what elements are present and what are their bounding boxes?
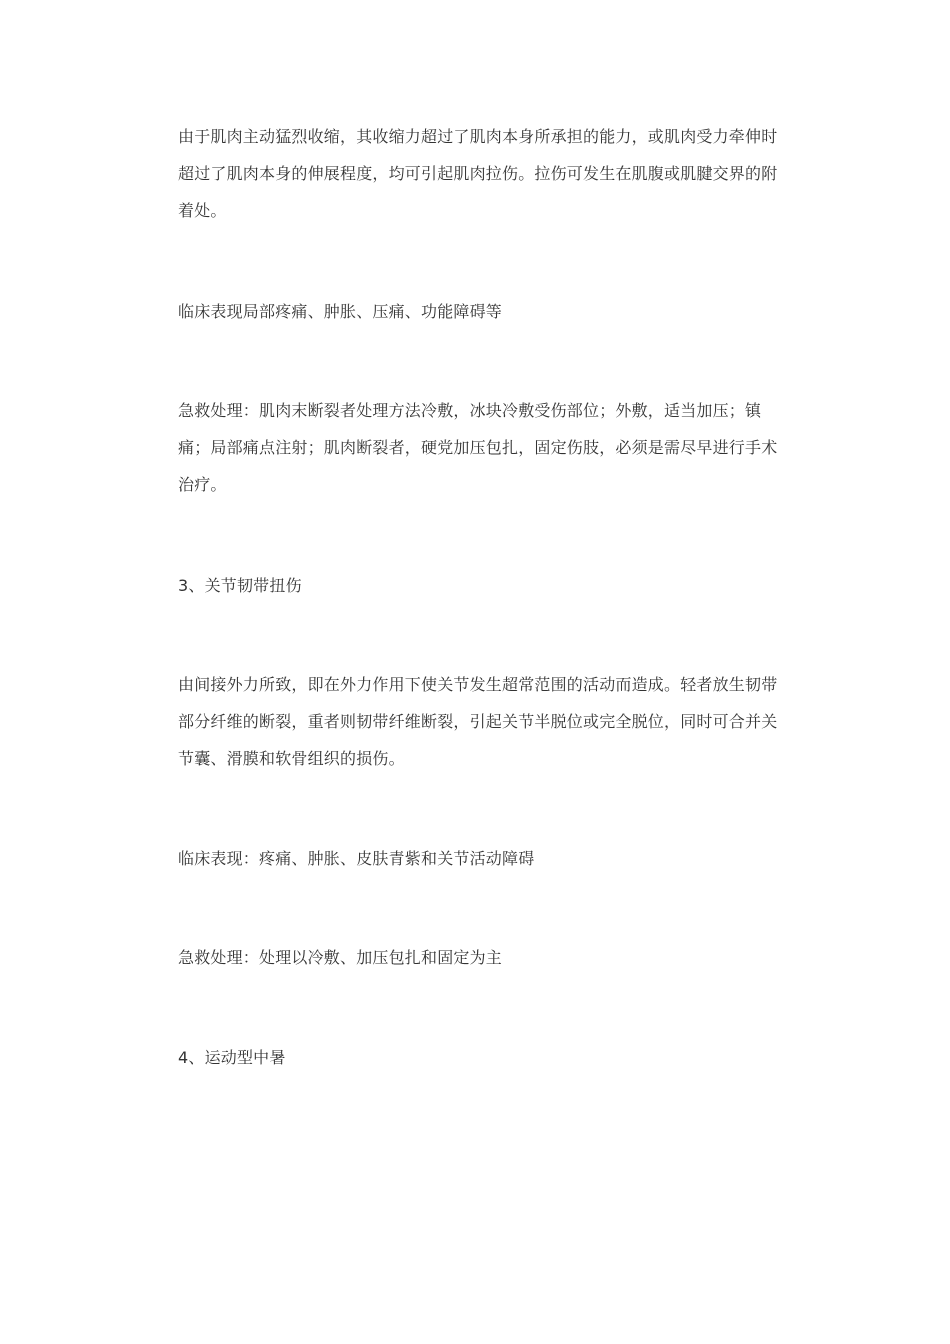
heading-ligament-sprain: 3、关节韧带扭伤 <box>178 576 302 595</box>
heading-exertional-heatstroke: 4、运动型中暑 <box>178 1048 286 1067</box>
paragraph-ligament-sprain-cause: 由间接外力所致，即在外力作用下使关节发生超常范围的活动而造成。轻者放生韧带部分纤维的断裂，重者则韧带纤维断裂，引起关节半脱位或完全脱位，同时可合并关节囊、滑膜和软骨组织的损伤。 <box>178 675 778 768</box>
paragraph-ligament-sprain-symptoms: 临床表现：疼痛、肿胀、皮肤青紫和关节活动障碍 <box>178 849 535 868</box>
paragraph-muscle-strain-symptoms: 临床表现局部疼痛、肿胀、压痛、功能障碍等 <box>178 302 503 321</box>
paragraph-ligament-sprain-first-aid: 急救处理：处理以冷敷、加压包扎和固定为主 <box>178 948 503 967</box>
paragraph-muscle-strain-cause: 由于肌肉主动猛烈收缩，其收缩力超过了肌肉本身所承担的能力，或肌肉受力牵伸时超过了肌肉本身的伸展程度，均可引起肌肉拉伤。拉伤可发生在肌腹或肌腱交界的附着处。 <box>178 127 778 220</box>
paragraph-muscle-strain-first-aid: 急救处理：肌肉末断裂者处理方法冷敷，冰块冷敷受伤部位；外敷，适当加压；镇痛；局部痛点注射；肌肉断裂者，硬党加压包扎，固定伤肢，必须是需尽早进行手术治疗。 <box>178 401 778 494</box>
